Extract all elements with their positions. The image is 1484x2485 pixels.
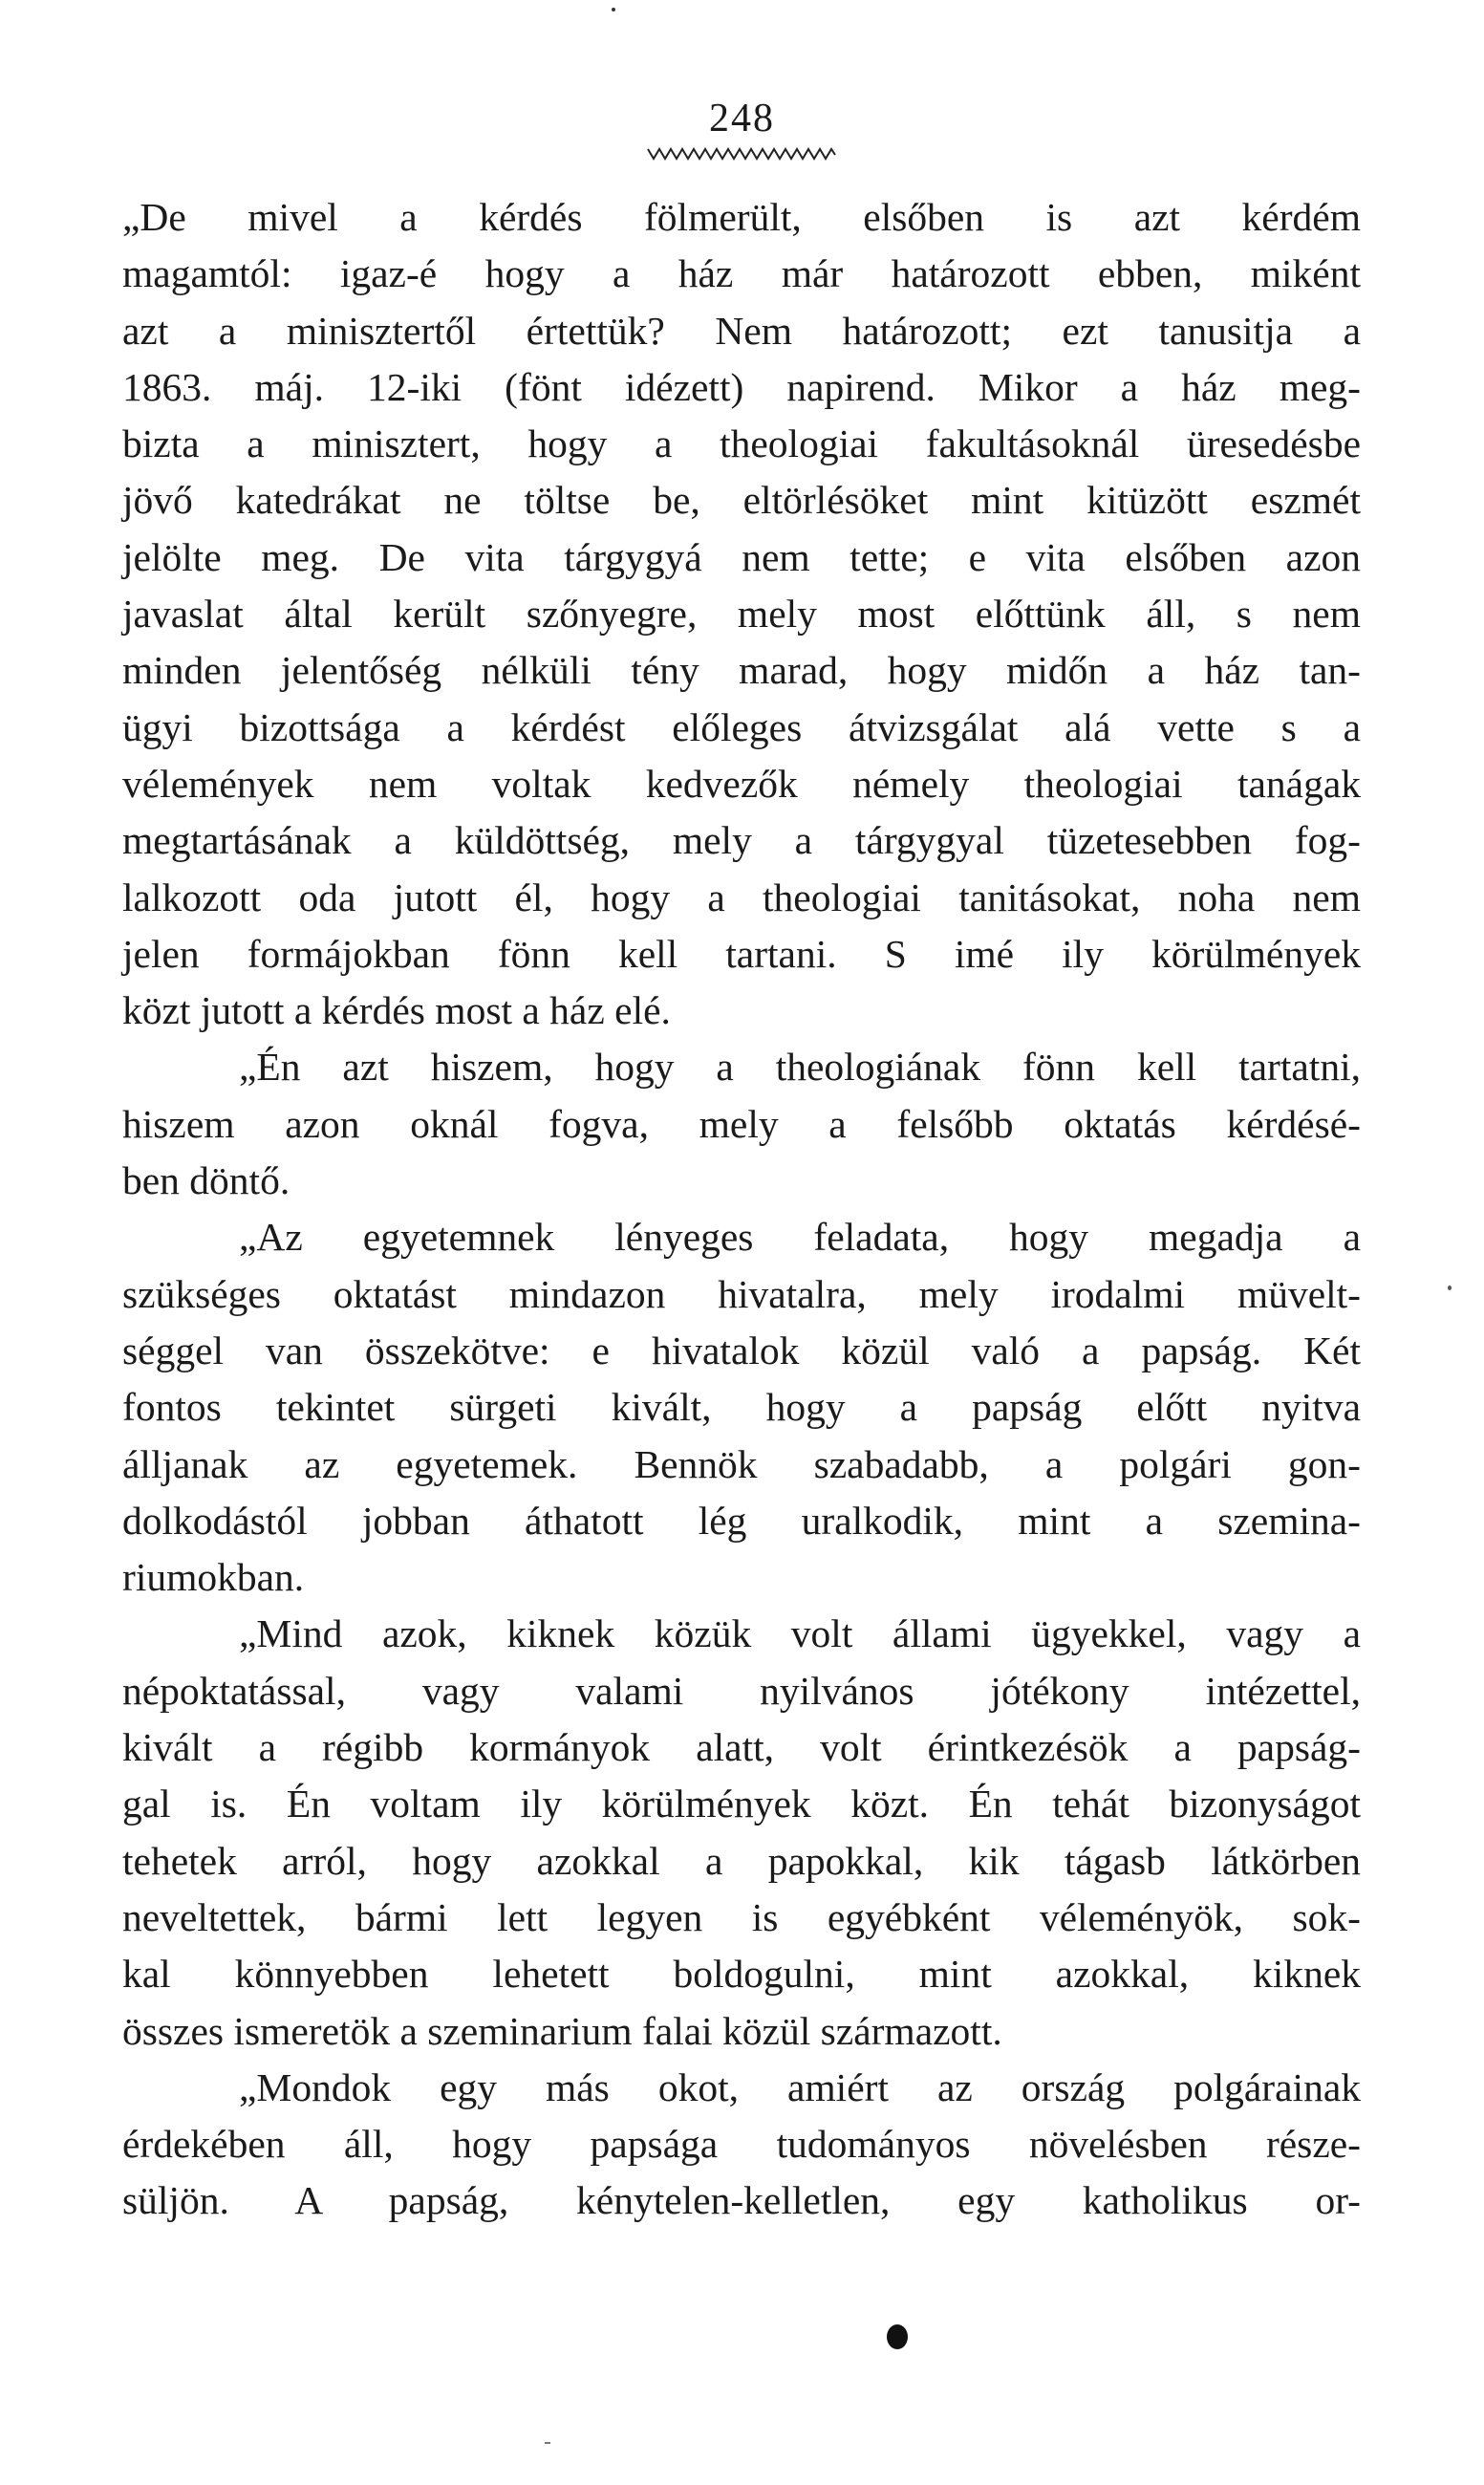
print-speck	[1448, 1286, 1452, 1290]
bullet-mark	[887, 2324, 908, 2349]
text-line: hiszem azon oknál fogva, mely a felsőbb oktatás kérdésé-	[122, 1101, 1361, 1146]
text-line: ügyi bizottsága a kérdést előleges átvizsgálat alá vette s a	[122, 704, 1361, 749]
paragraph	[122, 1606, 1361, 2059]
text-line: érdekében áll, hogy papsága tudományos növelésben része-	[122, 2122, 1361, 2167]
page-number: 248	[709, 97, 775, 140]
text-line: magamtól: igaz-é hogy a ház már határozott ebben, miként	[122, 251, 1361, 296]
text-body	[122, 189, 1361, 2230]
text-line: gal is. Én voltam ily körülmények közt. Én tehát bizonyságot	[122, 1782, 1361, 1826]
text-line: jelen formájokban fönn kell tartani. S imé ily körülmények	[122, 931, 1361, 976]
text-line: megtartásának a küldöttség, mely a tárgygyal tüzetesebben fog-	[122, 818, 1361, 863]
paragraph	[122, 1209, 1361, 1606]
text-line: kal könnyebben lehetett boldogulni, mint azokkal, kiknek	[122, 1952, 1361, 1997]
paragraph	[122, 2060, 1361, 2230]
text-line: tehetek arról, hogy azokkal a papokkal, kik tágasb látkörben	[122, 1838, 1361, 1883]
print-speck	[545, 2442, 550, 2444]
print-speck	[612, 8, 615, 11]
text-line: „Én azt hiszem, hogy a theologiának fönn kell tartatni,	[239, 1045, 1361, 1090]
text-line: közt jutott a kérdés most a ház elé.	[122, 988, 671, 1033]
text-line: álljanak az egyetemek. Bennök szabadabb, a polgári gon-	[122, 1441, 1361, 1486]
text-line: süljön. A papság, kénytelen-kelletlen, egy katholikus or-	[122, 2178, 1361, 2223]
text-line: „Mondok egy más okot, amiért az ország polgárainak	[239, 2064, 1361, 2109]
text-line: lalkozott oda jutott él, hogy a theologiai tanitásokat, noha nem	[122, 875, 1361, 919]
text-line: minden jelentőség nélküli tény marad, hogy midőn a ház tan-	[122, 648, 1361, 693]
text-line: összes ismeretök a szeminarium falai közül származott.	[122, 2008, 1002, 2053]
text-line: szükséges oktatást mindazon hivatalra, mely irodalmi müvelt-	[122, 1271, 1361, 1316]
text-line: 1863. máj. 12-iki (fönt idézett) napirend. Mikor a ház meg-	[122, 364, 1361, 409]
text-line: népoktatással, vagy valami nyilvános jótékony intézettel,	[122, 1668, 1361, 1713]
text-line: kivált a régibb kormányok alatt, volt érintkezésök a papság-	[122, 1725, 1361, 1770]
paragraph	[122, 1039, 1361, 1209]
text-line: séggel van összekötve: e hivatalok közül való a papság. Két	[122, 1328, 1361, 1372]
text-line: azt a minisztertől értettük? Nem határozott; ezt tanusitja a	[122, 308, 1361, 353]
text-line: fontos tekintet sürgeti kivált, hogy a papság előtt nyitva	[122, 1385, 1361, 1430]
text-line: ben döntő.	[122, 1158, 290, 1203]
text-line: vélemények nem voltak kedvezők némely theologiai tanágak	[122, 761, 1361, 806]
text-line: jelölte meg. De vita tárgygyá nem tette; e vita elsőben azon	[122, 534, 1361, 579]
text-line: „Mind azok, kiknek közük volt állami ügyekkel, vagy a	[239, 1611, 1361, 1656]
text-line: „De mivel a kérdés fölmerült, elsőben is azt kérdém	[122, 195, 1361, 239]
text-line: neveltettek, bármi lett legyen is egyébként véleményök, sok-	[122, 1894, 1361, 1939]
text-line: „Az egyetemnek lényeges feladata, hogy megadja a	[239, 1215, 1361, 1260]
text-line: dolkodástól jobban áthatott lég uralkodik, mint a szemina-	[122, 1498, 1361, 1543]
text-line: riumokban.	[122, 1555, 305, 1600]
paragraph	[122, 189, 1361, 1039]
wavy-ornament-line	[646, 143, 837, 164]
text-line: jövő katedrákat ne töltse be, eltörlésöket mint kitüzött eszmét	[122, 478, 1361, 523]
text-line: bizta a minisztert, hogy a theologiai fakultásoknál üresedésbe	[122, 421, 1361, 466]
text-line: javaslat által került szőnyegre, mely most előttünk áll, s nem	[122, 592, 1361, 637]
